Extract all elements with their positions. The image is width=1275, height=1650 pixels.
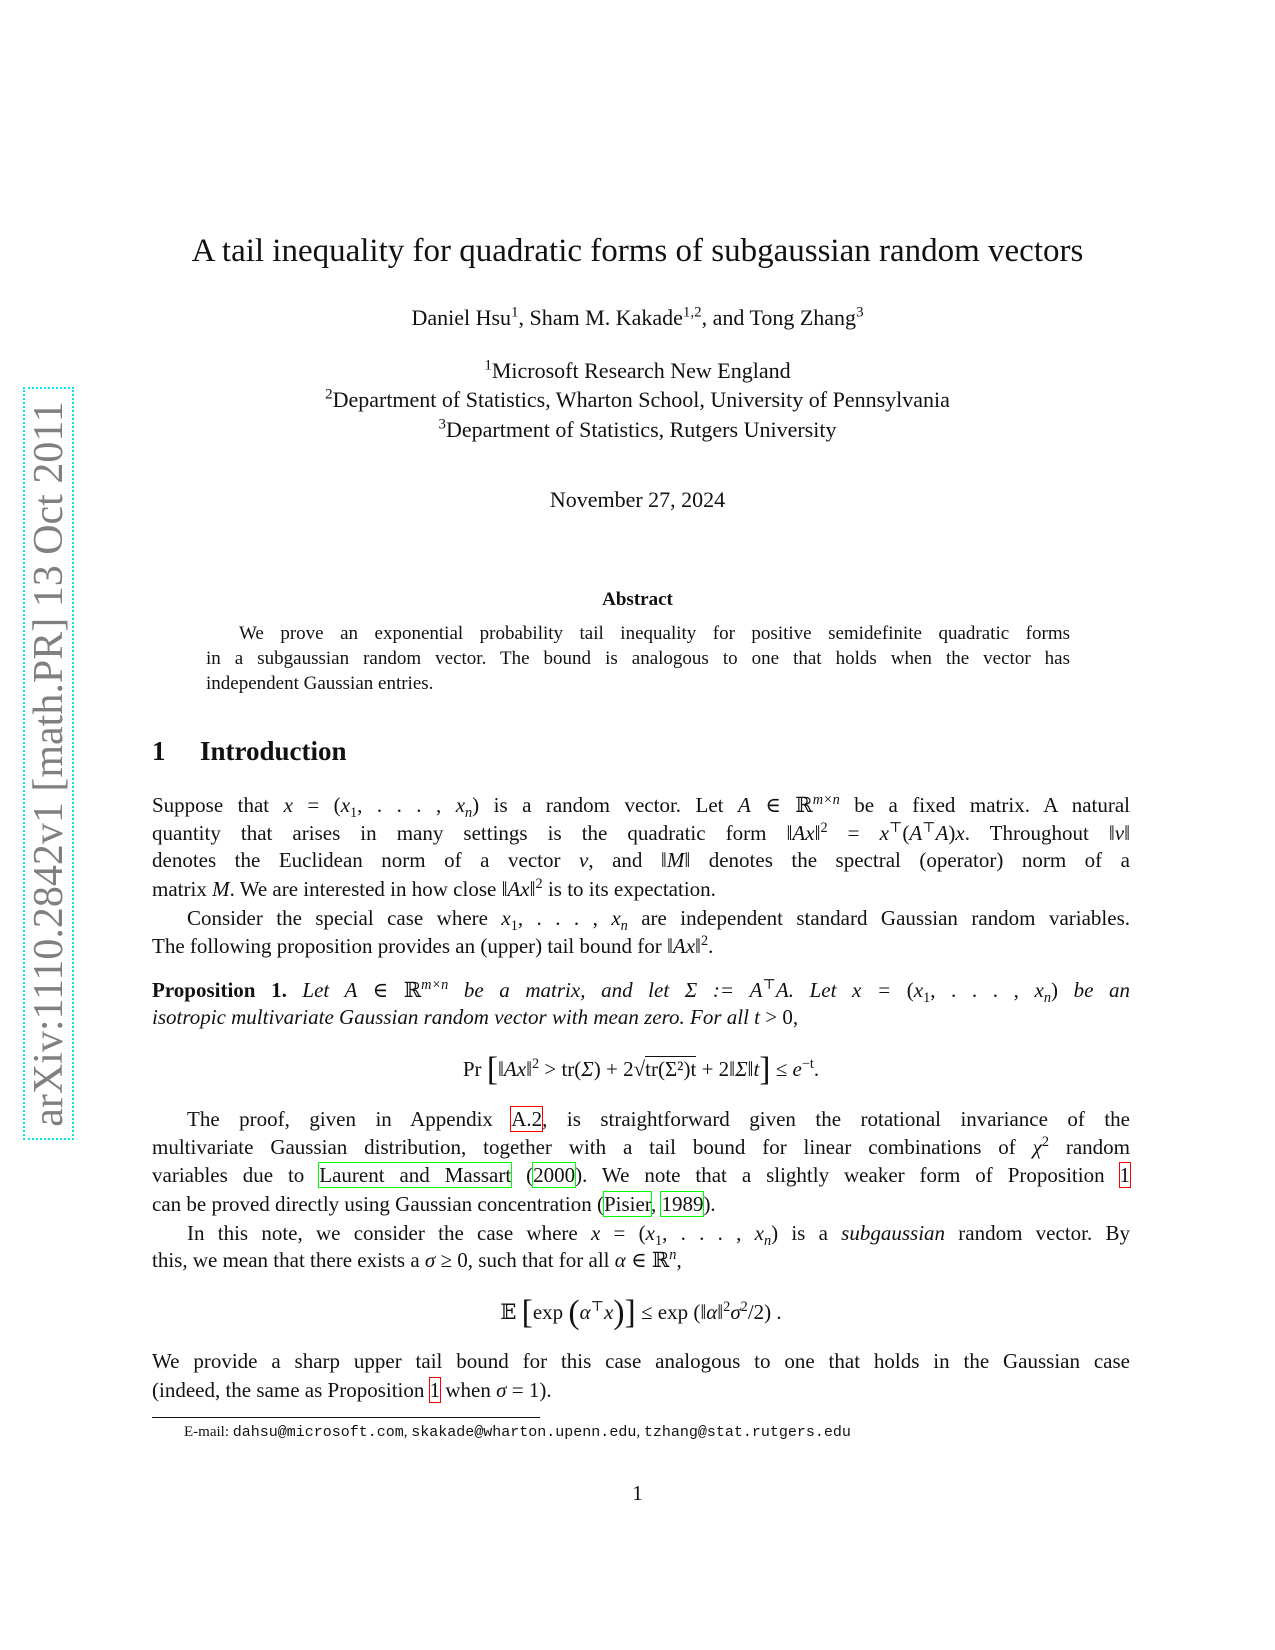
text-run: ‖ [498,1057,504,1081]
math-symbol: v [1114,821,1125,845]
paragraph-line [152,1190,1130,1218]
text-run: ‖ [1124,821,1131,845]
proposition-line [152,976,1131,1007]
math-symbol: σ [496,1378,507,1402]
subscript: 1 [654,1233,663,1250]
subscript: 1 [923,990,931,1007]
text-run: ≤ [770,1057,793,1081]
superscript: ⊤ [590,1299,605,1315]
math-symbol: x [604,1300,614,1324]
section-heading [152,736,347,767]
superscript: 2 [740,1299,748,1315]
text-run: ≤ exp (‖ [635,1300,707,1324]
math-symbol: M [212,877,230,901]
math-symbol: Σ [735,1057,748,1081]
paragraph-line [152,875,1130,903]
paragraph-line [152,1133,1130,1161]
author-name: Daniel Hsu [411,305,512,330]
text-run: ). [703,1192,716,1216]
text-run: is to its expectation. [542,877,716,901]
math-symbol: Ax [503,1057,527,1081]
delimiter: [ [486,1051,498,1089]
math-symbol: x [754,1221,764,1245]
text-run: We provide a sharp upper tail bound for this case analogous to one that holds in the Gaussian case [152,1349,1130,1373]
author-list [0,305,1275,331]
text-run: /2) . [747,1300,782,1324]
text-run: ℝ [403,978,422,1002]
math-symbol: Ax [507,877,530,901]
text-run: = ( [292,793,341,817]
paragraph-line [152,1219,1130,1250]
text-run: variables due to [152,1163,320,1187]
text-run: . Throughout ‖ [964,821,1115,845]
affiliation-name: Microsoft Research New England [491,358,791,383]
text-run: > 0, [760,1005,799,1029]
citation-link[interactable]: 1989 [661,1192,704,1216]
math-symbol: m×n [421,977,449,993]
text-run: ) is a random vector. Let [472,793,738,817]
text-run: , [676,1248,682,1272]
math-symbol: e [792,1057,802,1081]
math-symbol: x [913,978,924,1002]
text-run: exp [532,1300,569,1324]
affiliation-name: Department of Statistics, Rutgers University [446,417,837,442]
section-number: 1 [152,736,166,766]
paragraph-line [152,791,1131,822]
math-symbol: α [706,1300,718,1324]
superscript: −t [801,1056,814,1072]
math-symbol: x [879,821,889,845]
math-symbol: A [737,793,751,817]
math-symbol: m×n [812,792,840,808]
affiliation-mark: 1 [484,357,492,374]
text-run: random vector. By [945,1221,1130,1245]
citation-link[interactable]: Laurent and Massart [319,1163,512,1187]
text-run: The following proposition provides an (upper) tail bound for ‖ [152,934,673,958]
delimiter: ] [759,1051,771,1089]
text-run: ( [902,821,910,845]
paragraph-line [152,1376,1130,1404]
text-run: , . . . , [517,906,612,930]
text-run: 𝔼 [500,1300,522,1324]
paragraph-line [152,1105,1130,1133]
cross-reference-link[interactable]: A.2 [511,1107,543,1131]
text-run: The proof, given in Appendix [187,1107,512,1131]
delimiter: ) [613,1294,625,1332]
superscript: ⊤ [888,820,903,836]
citation-link[interactable]: Pisier [603,1192,651,1216]
text-run: ) + 2√ [593,1057,646,1081]
math-symbol: α [614,1248,626,1272]
text-run: = ( [600,1221,646,1245]
math-symbol: χ [1032,1135,1042,1159]
superscript: 2 [700,933,709,949]
text-run: ) [948,821,956,845]
affiliation-mark: 2 [325,386,333,403]
paragraph-line [152,932,1130,960]
abstract-line: in a subgaussian random vector. The bound is analogous to one that holds when the vector has [206,648,1070,669]
text-run: ∈ ℝ [625,1248,670,1272]
author-name: Sham M. Kakade [529,305,683,330]
math-symbol: be a matrix, and let Σ := A [448,978,763,1002]
math-symbol: Σ [581,1057,594,1081]
paper-date: November 27, 2024 [549,487,726,512]
paragraph-line [152,846,1130,874]
text-run: matrix [152,877,213,901]
display-equation [152,1051,1130,1089]
text-run: Pr [462,1057,487,1081]
math-symbol: x [645,1221,655,1245]
email-link[interactable]: skakade@wharton.upenn.edu [411,1424,637,1441]
math-symbol: σ [424,1248,436,1272]
math-symbol: x [611,906,621,930]
superscript: 2 [1041,1134,1049,1150]
text-run: (indeed, the same as Proposition [152,1378,430,1402]
subscript: 1 [350,805,358,822]
text-run: ( [511,1163,534,1187]
superscript: 2 [723,1299,731,1315]
text-run: ‖ [814,821,821,845]
math-symbol: n [465,805,473,822]
text-run: Suppose that [152,793,284,817]
author-name: Tong Zhang [749,305,857,330]
math-symbol: n [763,1233,772,1250]
text-run: ). We note that a slightly weaker form of Proposition [575,1163,1120,1187]
math-symbol: x [340,793,351,817]
text-run: ‖ [529,877,536,901]
math-symbol: α [579,1300,591,1324]
paragraph-line [152,904,1130,935]
text-run: = [827,821,880,845]
email-link[interactable]: tzhang@stat.rutgers.edu [643,1424,851,1441]
math-symbol: M [666,848,685,872]
math-symbol: x [955,821,965,845]
text-run: can be proved directly using Gaussian concentration ( [152,1192,604,1216]
text-run: ) [1050,978,1058,1002]
footnote-rule [152,1417,540,1418]
math-symbol: σ [730,1300,741,1324]
email-link[interactable]: dahsu@microsoft.com [232,1424,404,1441]
text-run: random [1048,1135,1130,1159]
text-run: . [708,934,714,958]
text-run: ) is a [771,1221,842,1245]
abstract-line: We prove an exponential probability tail inequality for positive semidefinite quadratic forms [239,623,1070,644]
proposition-line [152,1003,1130,1031]
superscript: ⊤ [762,977,776,993]
proposition-label: Proposition 1. [152,978,287,1002]
delimiter: [ [521,1294,533,1332]
affiliation [0,387,1275,413]
text-run: > tr( [539,1057,582,1081]
math-symbol: A. Let x = [775,978,907,1002]
text-run: be a fixed matrix. A natural [839,793,1131,817]
text-run: , . . . , [357,793,456,817]
text-run: when [440,1378,497,1402]
math-symbol: Ax [672,934,696,958]
math-symbol: n [669,1247,677,1263]
text-run: ‖ [695,934,701,958]
radicand: tr(Σ²)t [645,1057,697,1081]
text-run: In this note, we consider the case where [187,1221,591,1245]
text-run: . We are interested in how close ‖ [229,877,508,901]
text-run: quantity that arises in many settings is the quadratic form ‖ [152,821,793,845]
author-separator: , [518,305,530,330]
footnote-label: E-mail: [184,1424,233,1440]
paragraph-line [152,1347,1130,1375]
author-affiliation-mark: 1,2 [682,304,702,321]
text-run: ∈ ℝ [750,793,813,817]
text-run: Consider the special case where [187,906,502,930]
delimiter: ] [624,1294,636,1332]
text-run: ‖ [526,1057,532,1081]
paper-title: A tail inequality for quadratic forms of subgaussian random vectors [191,233,1084,269]
superscript: 2 [531,1056,540,1072]
text-run: ‖ [747,1057,754,1081]
text-run: , . . . , [930,978,1035,1002]
text-run: . [813,1057,820,1081]
abstract-line: independent Gaussian entries. [206,673,434,694]
superscript: 2 [535,876,543,892]
text-run: multivariate Gaussian distribution, together with a tail bound for linear combinations of [152,1135,1033,1159]
text-run: ‖ [717,1300,724,1324]
text-run: this, we mean that there exists a [152,1248,425,1272]
math-symbol: A [909,821,923,845]
text-run: , . . . , [662,1221,755,1245]
paragraph-line [152,1161,1130,1189]
text-run: , and ‖ [588,848,667,872]
math-symbol: Ax [792,821,815,845]
citation-link[interactable]: 2000 [533,1163,576,1187]
math-symbol: x [283,793,293,817]
affiliation [0,417,1275,443]
text-run: are independent standard Gaussian random variables. [627,906,1130,930]
affiliation-name: Department of Statistics, Wharton School, University of Pennsylvania [332,387,950,412]
affiliation [0,358,1275,384]
math-symbol: isotropic multivariate Gaussian random vector with mean zero. For all t [152,1005,760,1029]
math-symbol: Let A ∈ [286,978,404,1002]
text-run: + 2‖ [696,1057,736,1081]
footnote: E-mail: dahsu@microsoft.com, skakade@wharton.upenn.edu, tzhang@stat.rutgers.edu [184,1424,851,1441]
arxiv-stamp-text: arXiv:1110.2842v1 [math.PR] 13 Oct 2011 [25,400,72,1127]
display-equation [152,1294,1130,1332]
author-separator: , and [701,305,750,330]
cross-reference-link[interactable]: 1 [429,1378,441,1402]
math-symbol: t [753,1057,760,1081]
math-symbol: n [1043,990,1051,1007]
section-title: Introduction [200,736,347,766]
math-symbol: subgaussian [841,1221,946,1245]
page-number: 1 [632,1481,643,1505]
superscript: ⊤ [922,820,936,836]
text-run: = 1). [506,1378,552,1402]
cross-reference-link[interactable]: 1 [1119,1163,1131,1187]
math-symbol: be an [1057,978,1131,1002]
text-run: ≥ 0, such that for all [435,1248,615,1272]
math-symbol: A [935,821,949,845]
author-affiliation-mark: 3 [856,304,864,321]
superscript: 2 [820,820,828,836]
text-run: denotes the Euclidean norm of a vector [152,848,579,872]
text-run: ( [906,978,914,1002]
math-symbol: x [590,1221,601,1245]
text-run: ‖ denotes the spectral (operator) norm of a [684,848,1131,872]
subscript: 1 [510,918,518,935]
math-symbol: x [501,906,511,930]
abstract-heading: Abstract [602,589,673,610]
affiliation-mark: 3 [438,416,447,433]
paragraph-line [152,819,1130,847]
text-run: , [650,1192,662,1216]
math-symbol: v [578,848,589,872]
delimiter: ( [568,1294,580,1332]
author-affiliation-mark: 1 [511,304,519,321]
math-symbol: x [455,793,466,817]
text-run: , is straightforward given the rotational invariance of the [542,1107,1130,1131]
math-symbol: n [620,918,628,935]
paragraph-line [152,1246,1130,1274]
math-symbol: x [1034,978,1044,1002]
